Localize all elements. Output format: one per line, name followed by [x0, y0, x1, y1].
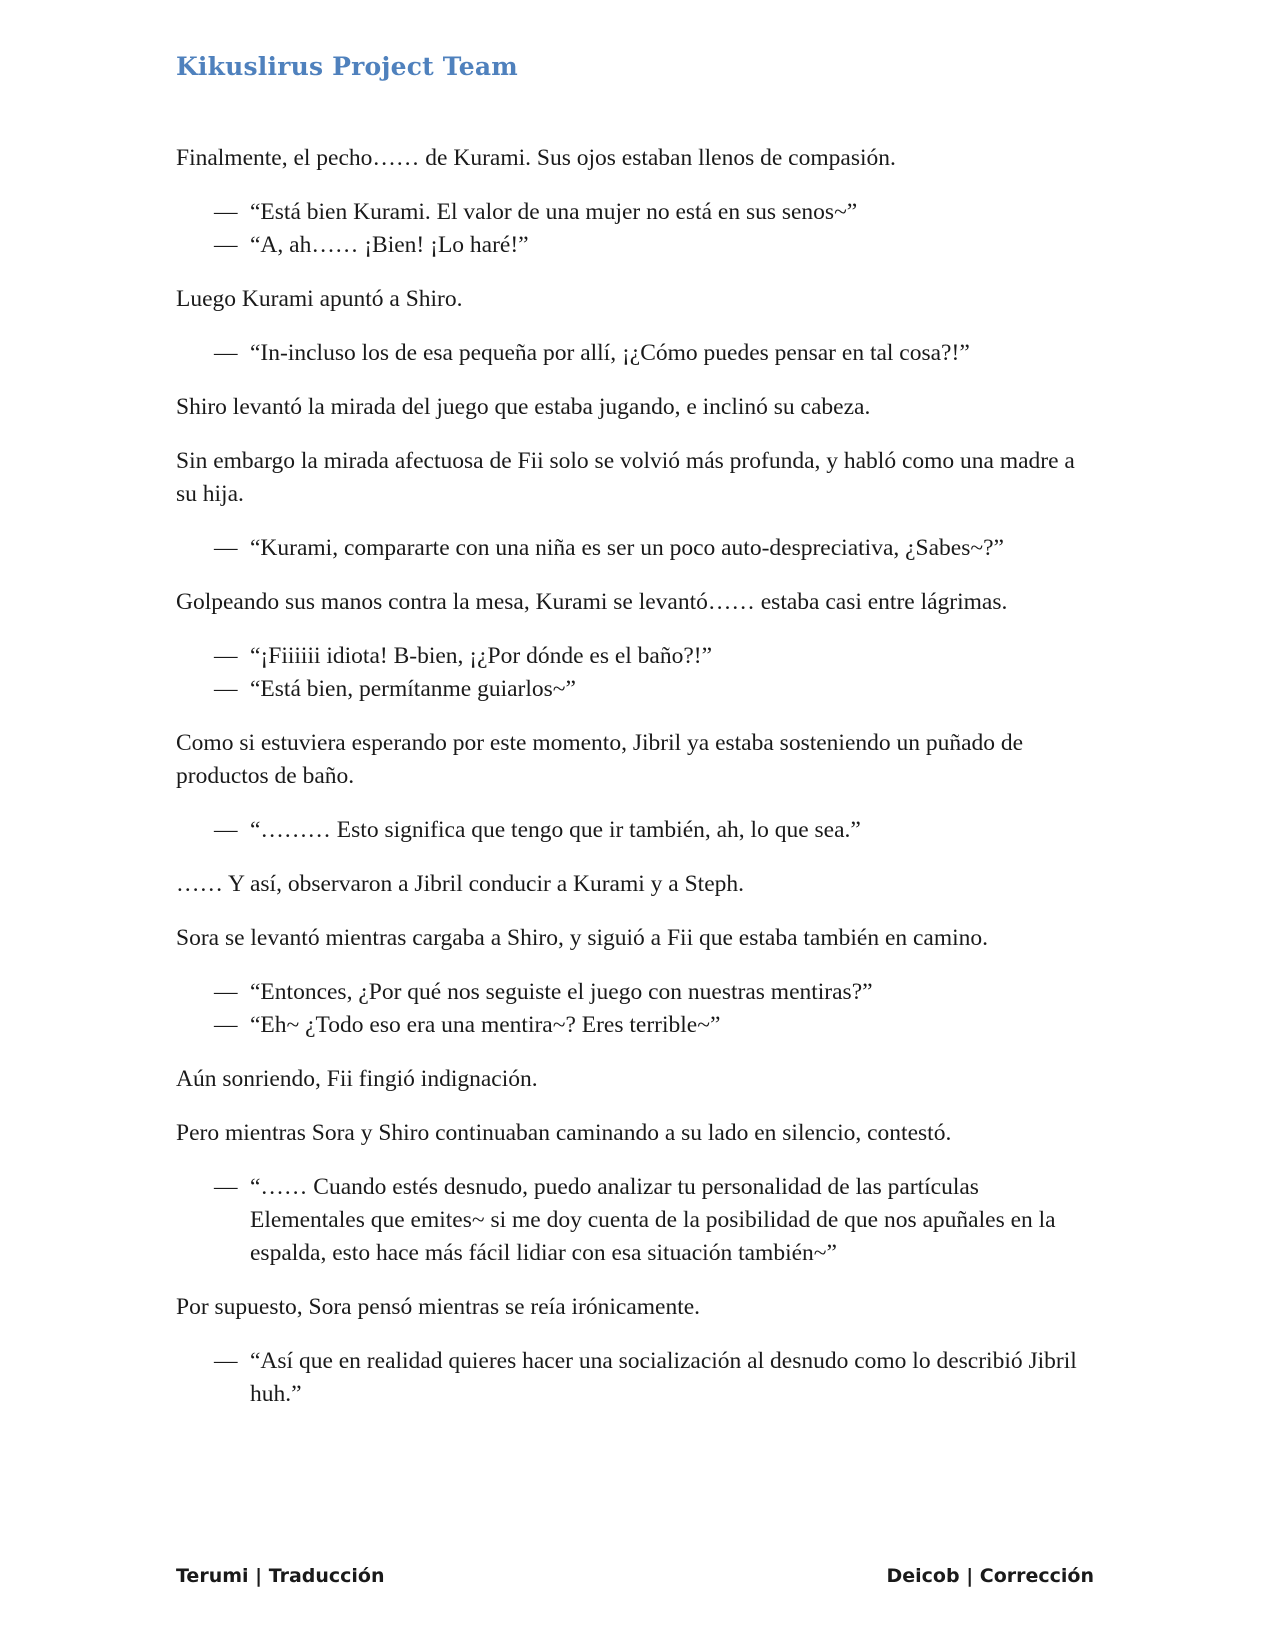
- dialogue-text: “In-incluso los de esa pequeña por allí, ¡¿Cómo puedes pensar en tal cosa?!”: [250, 340, 970, 366]
- paragraph: Golpeando sus manos contra la mesa, Kurami se levantó…… estaba casi entre lágrimas.: [176, 589, 1008, 615]
- dialogue-line: [176, 814, 1096, 847]
- dialogue-text: “Kurami, compararte con una niña es ser un poco auto-despreciativa, ¿Sabes~?”: [250, 535, 1004, 561]
- dialogue-group: [176, 1171, 1096, 1270]
- dialogue-line: [176, 976, 1096, 1009]
- dialogue-line: [176, 673, 1096, 706]
- paragraph: Como si estuviera esperando por este momento, Jibril ya estaba sosteniendo un puñado de productos de baño.: [176, 730, 1024, 789]
- dialogue-dash: —: [214, 1174, 238, 1200]
- paragraph: …… Y así, observaron a Jibril conducir a Kurami y a Steph.: [176, 871, 744, 897]
- paragraph: Finalmente, el pecho…… de Kurami. Sus ojos estaban llenos de compasión.: [176, 145, 896, 171]
- dialogue-text: “Entonces, ¿Por qué nos seguiste el juego con nuestras mentiras?”: [250, 979, 873, 1005]
- dialogue-line: [176, 229, 1096, 262]
- dialogue-group: [176, 640, 1096, 706]
- dialogue-group: [176, 1345, 1096, 1411]
- dialogue-text: “…… Cuando estés desnudo, puedo analizar tu personalidad de las partículas Elementales que emites~ si me doy cuenta de la posibilidad de que nos apuñales en la espalda, esto hace más fácil lidiar con esa situación también~”: [250, 1174, 1056, 1266]
- dialogue-text: “Eh~ ¿Todo eso era una mentira~? Eres terrible~”: [250, 1012, 721, 1038]
- dialogue-group: [176, 976, 1096, 1042]
- header-title: Kikuslirus Project Team: [176, 52, 518, 81]
- dialogue-dash: —: [214, 817, 238, 843]
- dialogue-text: “Está bien, permítanme guiarlos~”: [250, 676, 576, 702]
- paragraph: Pero mientras Sora y Shiro continuaban caminando a su lado en silencio, contestó.: [176, 1120, 952, 1146]
- dialogue-dash: —: [214, 1348, 238, 1374]
- dialogue-line: [176, 1009, 1096, 1042]
- dialogue-dash: —: [214, 676, 238, 702]
- dialogue-dash: —: [214, 643, 238, 669]
- dialogue-dash: —: [214, 1012, 238, 1038]
- dialogue-group: [176, 532, 1096, 565]
- dialogue-text: “¡Fiiiiii idiota! B-bien, ¡¿Por dónde es el baño?!”: [250, 643, 713, 669]
- dialogue-group: [176, 196, 1096, 262]
- dialogue-dash: —: [214, 232, 238, 258]
- dialogue-line: [176, 337, 1096, 370]
- dialogue-group: [176, 337, 1096, 370]
- footer-translator-credit: Terumi | Traducción: [176, 1565, 385, 1587]
- dialogue-dash: —: [214, 199, 238, 225]
- dialogue-line: [176, 640, 1096, 673]
- dialogue-text: “A, ah…… ¡Bien! ¡Lo haré!”: [250, 232, 529, 258]
- paragraph: Luego Kurami apuntó a Shiro.: [176, 286, 463, 312]
- dialogue-text: “……… Esto significa que tengo que ir también, ah, lo que sea.”: [250, 817, 861, 843]
- dialogue-line: [176, 1171, 1096, 1270]
- paragraph: Aún sonriendo, Fii fingió indignación.: [176, 1066, 538, 1092]
- paragraph: Sora se levantó mientras cargaba a Shiro, y siguió a Fii que estaba también en camino.: [176, 925, 989, 951]
- dialogue-line: [176, 1345, 1096, 1411]
- dialogue-dash: —: [214, 535, 238, 561]
- paragraph: Sin embargo la mirada afectuosa de Fii solo se volvió más profunda, y habló como una madre a su hija.: [176, 448, 1075, 507]
- dialogue-dash: —: [214, 340, 238, 366]
- dialogue-group: [176, 814, 1096, 847]
- paragraph: Shiro levantó la mirada del juego que estaba jugando, e inclinó su cabeza.: [176, 394, 871, 420]
- dialogue-text: “Así que en realidad quieres hacer una socialización al desnudo como lo describió Jibril huh.”: [250, 1348, 1077, 1407]
- page-content: [176, 142, 1096, 1432]
- dialogue-line: [176, 532, 1096, 565]
- footer-proofreader-credit: Deicob | Corrección: [886, 1565, 1094, 1587]
- dialogue-dash: —: [214, 979, 238, 1005]
- dialogue-line: [176, 196, 1096, 229]
- dialogue-text: “Está bien Kurami. El valor de una mujer no está en sus senos~”: [250, 199, 858, 225]
- paragraph: Por supuesto, Sora pensó mientras se reía irónicamente.: [176, 1294, 701, 1320]
